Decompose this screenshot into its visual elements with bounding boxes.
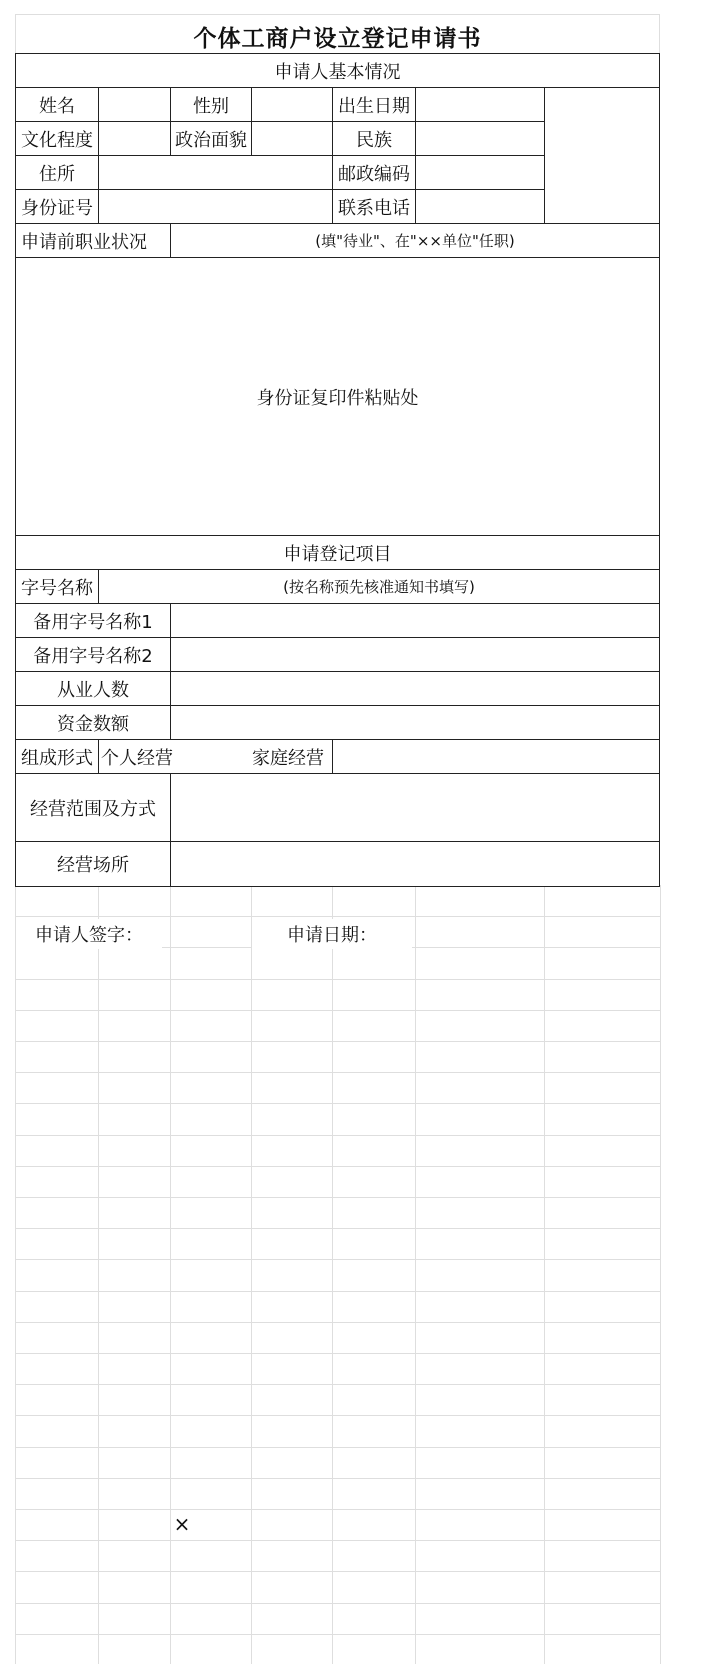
date-field[interactable] — [416, 919, 659, 949]
label-birth-date: 出生日期 — [332, 87, 416, 122]
form-title: 个体工商户设立登记申请书 — [193, 24, 482, 52]
field-premises[interactable] — [170, 841, 660, 887]
label-form: 组成形式 — [15, 739, 99, 774]
field-residence[interactable] — [98, 155, 333, 190]
field-alt-name-2[interactable] — [170, 637, 660, 672]
option-individual[interactable] — [98, 739, 333, 774]
label-scope: 经营范围及方式 — [15, 773, 171, 842]
section-basic-info: 申请人基本情况 — [15, 53, 660, 88]
field-form-blank[interactable] — [332, 739, 660, 774]
field-education[interactable] — [98, 121, 171, 156]
field-postal-code[interactable] — [415, 155, 545, 190]
signature-field[interactable] — [171, 919, 250, 949]
stray-x-mark: × — [173, 1512, 191, 1536]
field-name[interactable] — [98, 87, 171, 122]
field-gender[interactable] — [251, 87, 333, 122]
field-alt-name-1[interactable] — [170, 603, 660, 638]
field-ethnicity[interactable] — [415, 121, 545, 156]
label-alt-name-1: 备用字号名称1 — [15, 603, 171, 638]
field-political-status[interactable] — [251, 121, 333, 156]
label-ethnicity: 民族 — [332, 121, 416, 156]
label-postal-code: 邮政编码 — [332, 155, 416, 190]
field-birth-date[interactable] — [415, 87, 545, 122]
label-political-status: 政治面貌 — [170, 121, 252, 156]
field-scope[interactable] — [170, 773, 660, 842]
label-id-number: 身份证号 — [15, 189, 99, 224]
field-id-number[interactable] — [98, 189, 333, 224]
label-employees: 从业人数 — [15, 671, 171, 706]
field-prior-status[interactable]: (填"待业"、在"××单位"任职) — [170, 223, 660, 258]
label-gender: 性别 — [170, 87, 252, 122]
label-phone: 联系电话 — [332, 189, 416, 224]
label-premises: 经营场所 — [15, 841, 171, 887]
field-employees[interactable] — [170, 671, 660, 706]
label-name: 姓名 — [15, 87, 99, 122]
label-alt-name-2: 备用字号名称2 — [15, 637, 171, 672]
label-education: 文化程度 — [15, 121, 99, 156]
photo-area[interactable] — [544, 87, 660, 224]
section-registration: 申请登记项目 — [15, 535, 660, 570]
option-family-label: 家庭经营 — [252, 747, 324, 769]
label-prior-status: 申请前职业状况 — [15, 223, 171, 258]
field-trade-name[interactable]: (按名称预先核准通知书填写) — [98, 569, 660, 604]
signature-label: 申请人签字： — [16, 919, 162, 949]
option-individual-label: 个人经营 — [101, 747, 173, 769]
label-capital: 资金数额 — [15, 705, 171, 740]
field-phone[interactable] — [415, 189, 545, 224]
field-capital[interactable] — [170, 705, 660, 740]
label-residence: 住所 — [15, 155, 99, 190]
label-trade-name: 字号名称 — [15, 569, 99, 604]
date-label: 申请日期： — [252, 919, 412, 949]
id-copy-paste-area: 身份证复印件粘贴处 — [15, 257, 660, 536]
